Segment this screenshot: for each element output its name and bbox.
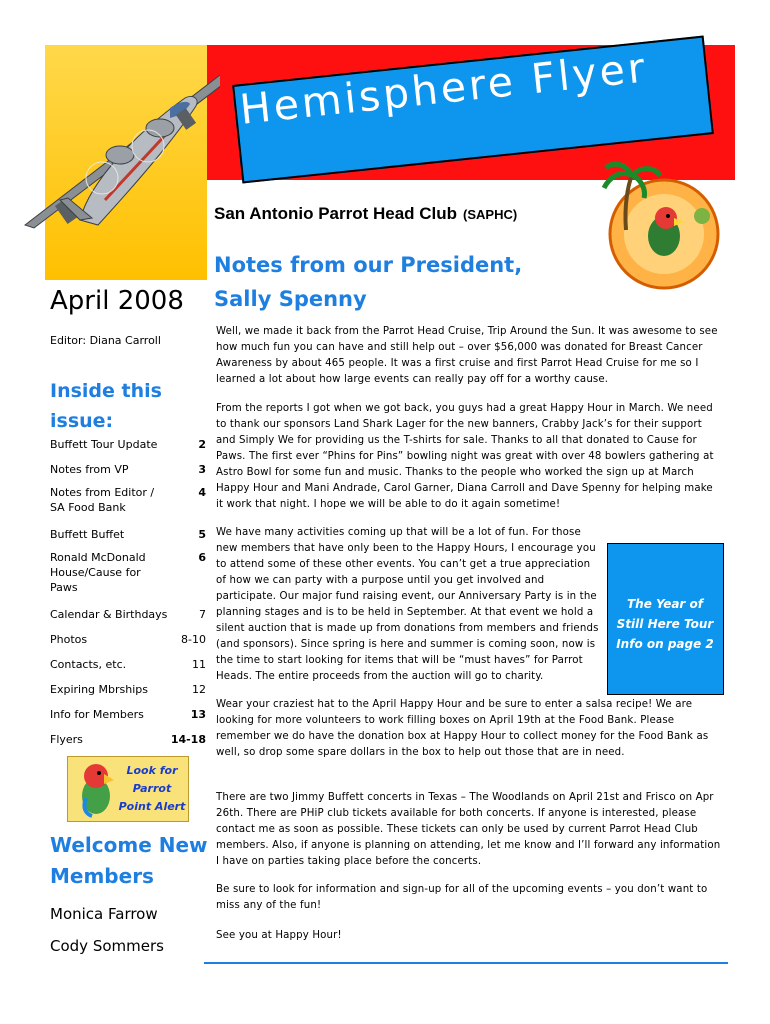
toc-item: Flyers 14-18 [50, 733, 206, 746]
heading-line-2: Sally Spenny [214, 287, 367, 311]
toc-item: Contacts, etc. 11 [50, 658, 206, 671]
toc-item: Ronald McDonald House/Cause for Paws 6 [50, 551, 206, 594]
toc-item: Calendar & Birthdays 7 [50, 608, 206, 621]
toc-item: Buffett Buffet 5 [50, 528, 206, 541]
parrot-alert-text: Look for Parrot Point Alert [118, 764, 186, 813]
inside-issue-heading: Inside this issue: [50, 380, 162, 432]
heading-line-1: Notes from our President, [214, 253, 523, 277]
logo-text [0, 0, 1, 1]
callout-text: The Year of Still Here Tour Info on page 2 [616, 597, 714, 651]
club-abbreviation: (SAPHC) [463, 207, 518, 222]
member-name: Cody Sommers [50, 937, 164, 955]
toc-item: Notes from Editor / SA Food Bank 4 [50, 486, 206, 514]
article-paragraph-5: There are two Jimmy Buffett concerts in Texas – The Woodlands on April 21st and Frisco on Apr 26th. There are PHiP club tickets available for both concerts. If anyone is interested, please contact me as soon as possible. These tickets can only be used by current Parrot Head Club members. Also, if anyone is planning on attending, let me know and I’ll forward any information I have on parties taking place before the concerts. [216, 792, 721, 867]
club-name [214, 204, 517, 224]
toc-item: Expiring Mbrships 12 [50, 683, 206, 696]
toc-item: Buffett Tour Update 2 [50, 438, 206, 451]
club-name-text: San Antonio Parrot Head Club [214, 204, 458, 223]
bottom-divider [204, 962, 728, 964]
toc-item: Info for Members 13 [50, 708, 206, 721]
president-notes-heading [214, 248, 522, 316]
article-paragraph-2: From the reports I got when we got back, you guys had a great Happy Hour in March. We need to thank our sponsors Land Shark Lager for the new banners, Crabby Jack’s for their support and Simply We for providing us the T-shirts for sale. Thanks to all that donated to Cause for Paws. The first ever “Phins for Pins” bowling night was great with over 48 bowlers gathering at Astro Bowl for some fun and music. Thanks to the people who worked the sign up at March Happy Hour and Mani Andrade, Carol Garner, Diana Carroll and Dave Spenny for helping make it work that night. I hope we will be able to do it again sometime! [216, 403, 714, 510]
newsletter-title: Hemisphere Flyer [237, 43, 650, 134]
article-paragraph-1: Well, we made it back from the Parrot Head Cruise, Trip Around the Sun. It was awesome to see how much fun you can have and still help out – over $56,000 was donated for Breast Cancer Awareness by about 465 people. It was a first cruise and first Parrot Head Cruise for me so I learned a lot about how large events can really pay off for a worthy cause. [216, 326, 718, 385]
parrot-icon [72, 758, 120, 818]
airplane-illustration [20, 60, 220, 230]
article-paragraph-6: Be sure to look for information and sign-up for all of the upcoming events – you don’t want to miss any of the fun! [216, 884, 708, 911]
editor-credit: Editor: Diana Carroll [50, 334, 161, 347]
article-paragraph-3: We have many activities coming up that will be a lot of fun. For those new members that have only been to the Happy Hours, I encourage you to attend some of these other events. You can’t get a true appreciation of how we can party with a purpose until you get involved and participate. Our major fund raising event, our Anniversary Party is in the planning stages and is to be held in September. At that event we hold a silent auction that is made up from donations from members and friends (and sponsors). Since spring is here and summer is coming soon, now is the time to start looking for items that will be “must haves” for Parrot Heads. The entire proceeds from the auction will go to charity. [216, 527, 599, 682]
article-paragraph-7: See you at Happy Hour! [216, 930, 342, 941]
welcome-heading: Welcome New Members [50, 833, 208, 888]
club-logo-icon [594, 160, 730, 296]
member-name: Monica Farrow [50, 905, 158, 923]
issue-month: April 2008 [50, 286, 184, 316]
airplane-icon [25, 75, 220, 228]
toc-item: Notes from VP 3 [50, 463, 206, 476]
toc-item: Photos 8-10 [50, 633, 206, 646]
article-paragraph-4: Wear your craziest hat to the April Happy Hour and be sure to enter a salsa recipe! We are looking for more volunteers to work filling boxes on April 19th at the Food Bank. Please remember we do have the donation box at Happy Hour to collect money for the Food Bank as well, so drop some spare dollars in the box to help out those that are in need. [216, 699, 709, 758]
